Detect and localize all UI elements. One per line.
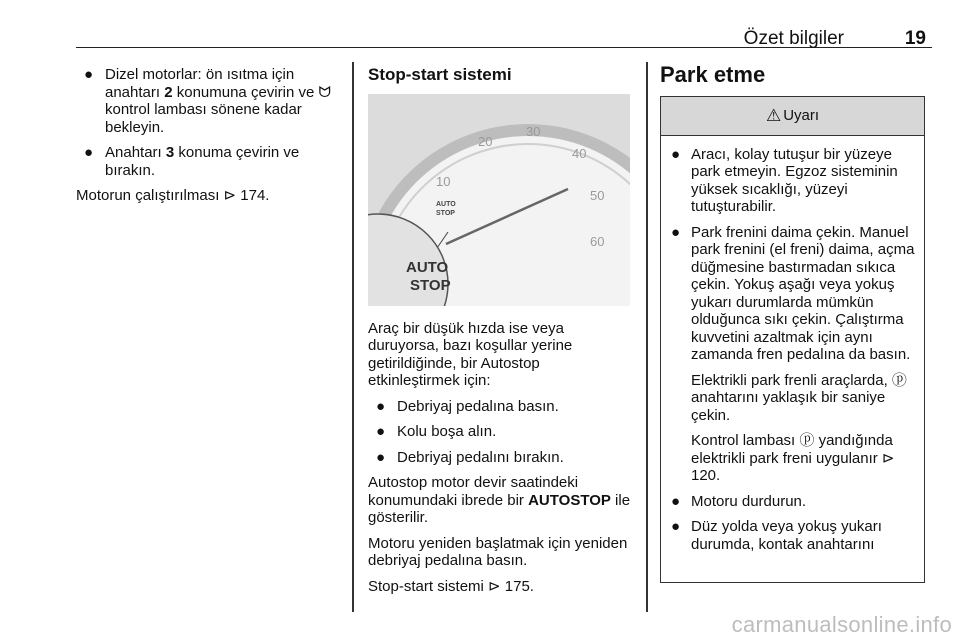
page-number: 19: [904, 28, 926, 49]
bullet-dot: ●: [376, 423, 386, 440]
paragraph: Araç bir düşük hızda ise veya duruyorsa, bazı koşullar yerine getirildiğinde, bir Autostop etkinleştirmek için:: [368, 319, 573, 389]
column-left: [76, 66, 338, 213]
paragraph: Kontrol lambası ⓟ yandığında elektrikli park freni uygulanır ⊳ 120.: [691, 432, 895, 484]
column-middle: [368, 66, 634, 603]
page-header: [76, 0, 932, 48]
list-item: ● Anahtarı 3 konuma çevirin ve bırakın.: [84, 144, 300, 179]
list-item: ● Dizel motorlar: ön ısıtma için anahtarı 2 konumuna çevirin ve ᗢ kontrol lambası sönene kadar bekleyin.: [84, 66, 331, 136]
bullet-dot: ●: [376, 448, 386, 466]
list-item: ● Debriyaj pedalını bırakın.: [376, 448, 564, 466]
list-item: ● Park frenini daima çekin. Manuel park frenini (el freni) daima, açma düğmesine bastırmadan sıkıca çekin. Yokuş aşağı veya yokuş yukarı durumlarda mümkün olduğunca sıkı çekin. Çalıştırma kuvvetini azaltmak için aynı zamanda fren pedalına da basın. Elektrikli park frenli araçlarda, ⓟ anahtarını yaklaşık bir saniye çekin. Kontrol lambası ⓟ yandığında elektrikli park freni uygulanır ⊳ 120.: [671, 223, 915, 484]
paragraph: Elektrikli park frenli araçlarda, ⓟ anahtarını yaklaşık bir saniye çekin.: [691, 371, 907, 424]
list-item: ● Motoru durdurun.: [671, 492, 807, 510]
cross-reference: Stop-start sistemi ⊳ 175.: [368, 577, 534, 595]
tick-label: 50: [590, 187, 605, 203]
park-brake-icon: ⓟ: [891, 371, 907, 389]
warning-title: Uyarı: [783, 106, 820, 124]
tick-label: 40: [572, 145, 587, 161]
autostop-badge: AUTO: [406, 258, 449, 276]
watermark: carmanualsonline.info: [731, 612, 952, 637]
bullet-dot: ●: [84, 144, 94, 161]
column-divider: [352, 62, 354, 612]
warning-triangle-icon: ⚠: [765, 105, 782, 125]
tachometer-figure: [368, 94, 630, 306]
autostop-badge: STOP: [410, 276, 451, 294]
park-brake-icon: ⓟ: [799, 432, 815, 449]
key-position: 2: [164, 83, 173, 101]
paragraph: Motoru yeniden başlatmak için yeniden debriyaj pedalına basın.: [368, 534, 628, 569]
section-heading: Stop-start sistemi: [368, 65, 512, 84]
column-divider: [646, 62, 648, 612]
tachometer-illustration: [368, 94, 630, 306]
tick-label: 10: [436, 173, 451, 189]
glow-plug-icon: ᗢ: [318, 83, 331, 101]
list-item: ● Kolu boşa alın.: [376, 423, 497, 440]
list-item: ● Aracı, kolay tutuşur bir yüzeye park etmeyin. Egzoz sisteminin yüksek sıcaklığı, yüzeyi tutuşturabilir.: [671, 145, 898, 215]
bullet-dot: ●: [671, 145, 681, 163]
dial-autostop-label: STOP: [436, 209, 455, 217]
key-position: 3: [165, 144, 175, 161]
paragraph: Autostop motor devir saatindeki konumundaki ibrede bir AUTOSTOP ile gösterilir.: [368, 474, 631, 526]
bullet-dot: ●: [671, 518, 681, 535]
bullet-dot: ●: [671, 223, 681, 241]
list-item: ● Debriyaj pedalına basın.: [376, 397, 559, 415]
bullet-dot: ●: [84, 66, 94, 83]
section-heading: Park etme: [660, 62, 766, 87]
bullet-dot: ●: [671, 492, 681, 510]
tick-label: 60: [590, 233, 605, 249]
tick-label: 20: [478, 133, 493, 149]
dial-autostop-label: AUTO: [436, 200, 456, 208]
page-title: Özet bilgiler: [743, 28, 844, 49]
warning-header: [661, 97, 924, 136]
list-item: ● Düz yolda veya yokuş yukarı durumda, kontak anahtarını: [671, 518, 882, 553]
cross-reference: Motorun çalıştırılması ⊳ 174.: [76, 187, 270, 204]
column-right: [660, 62, 925, 583]
tick-label: 30: [526, 123, 541, 139]
warning-body: [661, 136, 924, 582]
warning-box: [660, 96, 925, 583]
bullet-dot: ●: [376, 397, 386, 415]
